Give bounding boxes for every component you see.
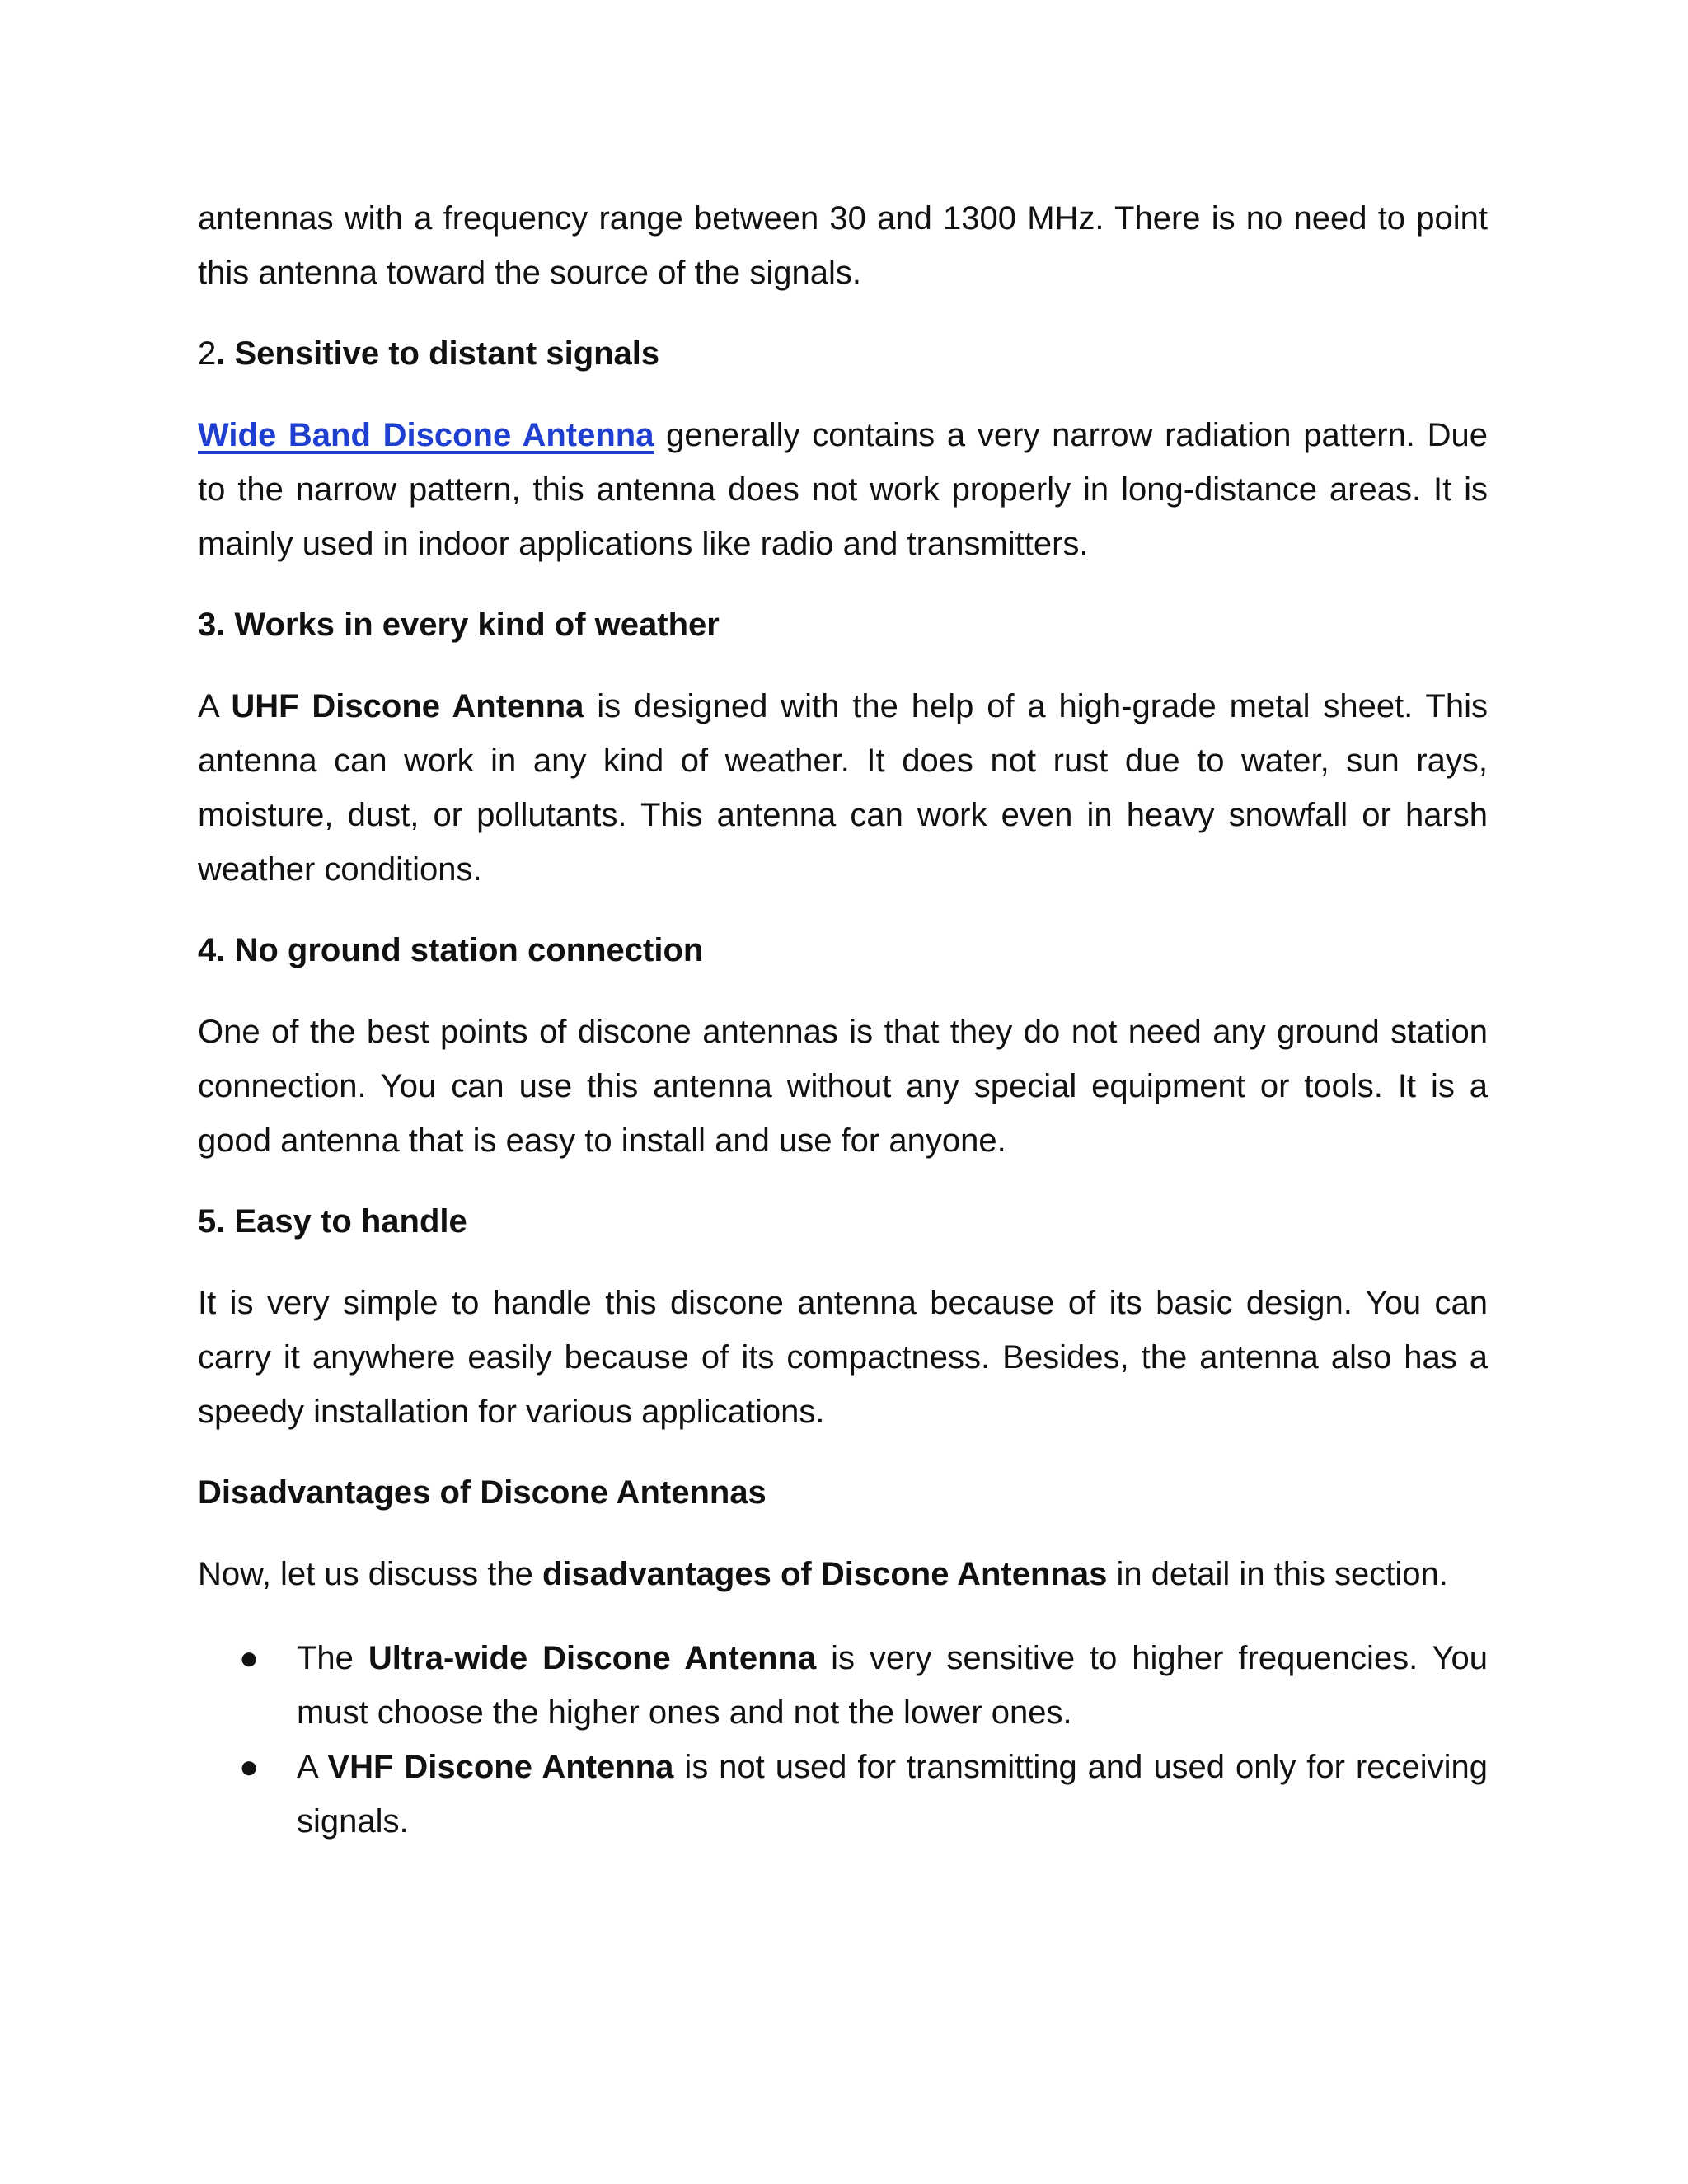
- section2-body: generally contains a very narrow radiation pattern. Due to the narrow pattern, this antenna does not work properly in long-distance areas. It is mainly used in indoor applications like radio and transmitters.: [198, 417, 1488, 562]
- section3-prefix: A: [198, 688, 232, 724]
- list-item-prefix: A: [297, 1749, 328, 1785]
- list-item: [198, 1631, 1488, 1740]
- section2-paragraph: [198, 408, 1488, 571]
- disadvantages-list: [198, 1631, 1488, 1849]
- section3-bold-term: UHF Discone Antenna: [231, 688, 584, 724]
- disadvantages-intro-bold: disadvantages of Discone Antennas: [542, 1556, 1108, 1592]
- list-item-bold-term: Ultra-wide Discone Antenna: [368, 1640, 817, 1676]
- heading-no-ground-station: 4. No ground station connection: [198, 932, 704, 968]
- list-item-suffix: is very sensitive to higher frequencies. You must choose the higher ones and not the lower ones.: [297, 1640, 1488, 1731]
- heading-works-every-weather: 3. Works in every kind of weather: [198, 607, 720, 643]
- intro-paragraph: antennas with a frequency range between 30 and 1300 MHz. There is no need to point this antenna toward the source of the signals.: [198, 200, 1488, 291]
- list-item-suffix: is not used for transmitting and used only for receiving signals.: [297, 1749, 1488, 1840]
- disadvantages-intro-suffix: in detail in this section.: [1107, 1556, 1448, 1592]
- wide-band-discone-antenna-link[interactable]: Wide Band Discone Antenna: [198, 417, 654, 453]
- section4-paragraph: One of the best points of discone antennas is that they do not need any ground station connection. You can use this antenna without any special equipment or tools. It is a good antenna that is easy to install and use for anyone.: [198, 1014, 1488, 1159]
- list-item-prefix: The: [297, 1640, 368, 1676]
- disadvantages-intro-paragraph: [198, 1547, 1488, 1601]
- heading-easy-to-handle: 5. Easy to handle: [198, 1203, 467, 1240]
- section3-body: is designed with the help of a high-grade metal sheet. This antenna can work in any kind of weather. It does not rust due to water, sun rays, moisture, dust, or pollutants. This antenna can work even in heavy snowfall or harsh weather conditions.: [198, 688, 1488, 888]
- list-item: [198, 1740, 1488, 1849]
- section5-paragraph: It is very simple to handle this discone antenna because of its basic design. You can carry it anywhere easily because of its compactness. Besides, the antenna also has a speedy installation for various applications.: [198, 1285, 1488, 1430]
- heading-number: 2: [198, 335, 217, 372]
- list-item-bold-term: VHF Discone Antenna: [327, 1749, 674, 1785]
- heading-sensitive-distant-signals: [198, 326, 1488, 381]
- section3-paragraph: [198, 679, 1488, 897]
- document-page: [198, 191, 1488, 1849]
- bullet-icon: ●: [239, 1749, 260, 1785]
- heading-title: . Sensitive to distant signals: [216, 335, 660, 372]
- bullet-icon: ●: [239, 1640, 260, 1676]
- disadvantages-intro-prefix: Now, let us discuss the: [198, 1556, 542, 1592]
- heading-disadvantages: Disadvantages of Discone Antennas: [198, 1474, 767, 1511]
